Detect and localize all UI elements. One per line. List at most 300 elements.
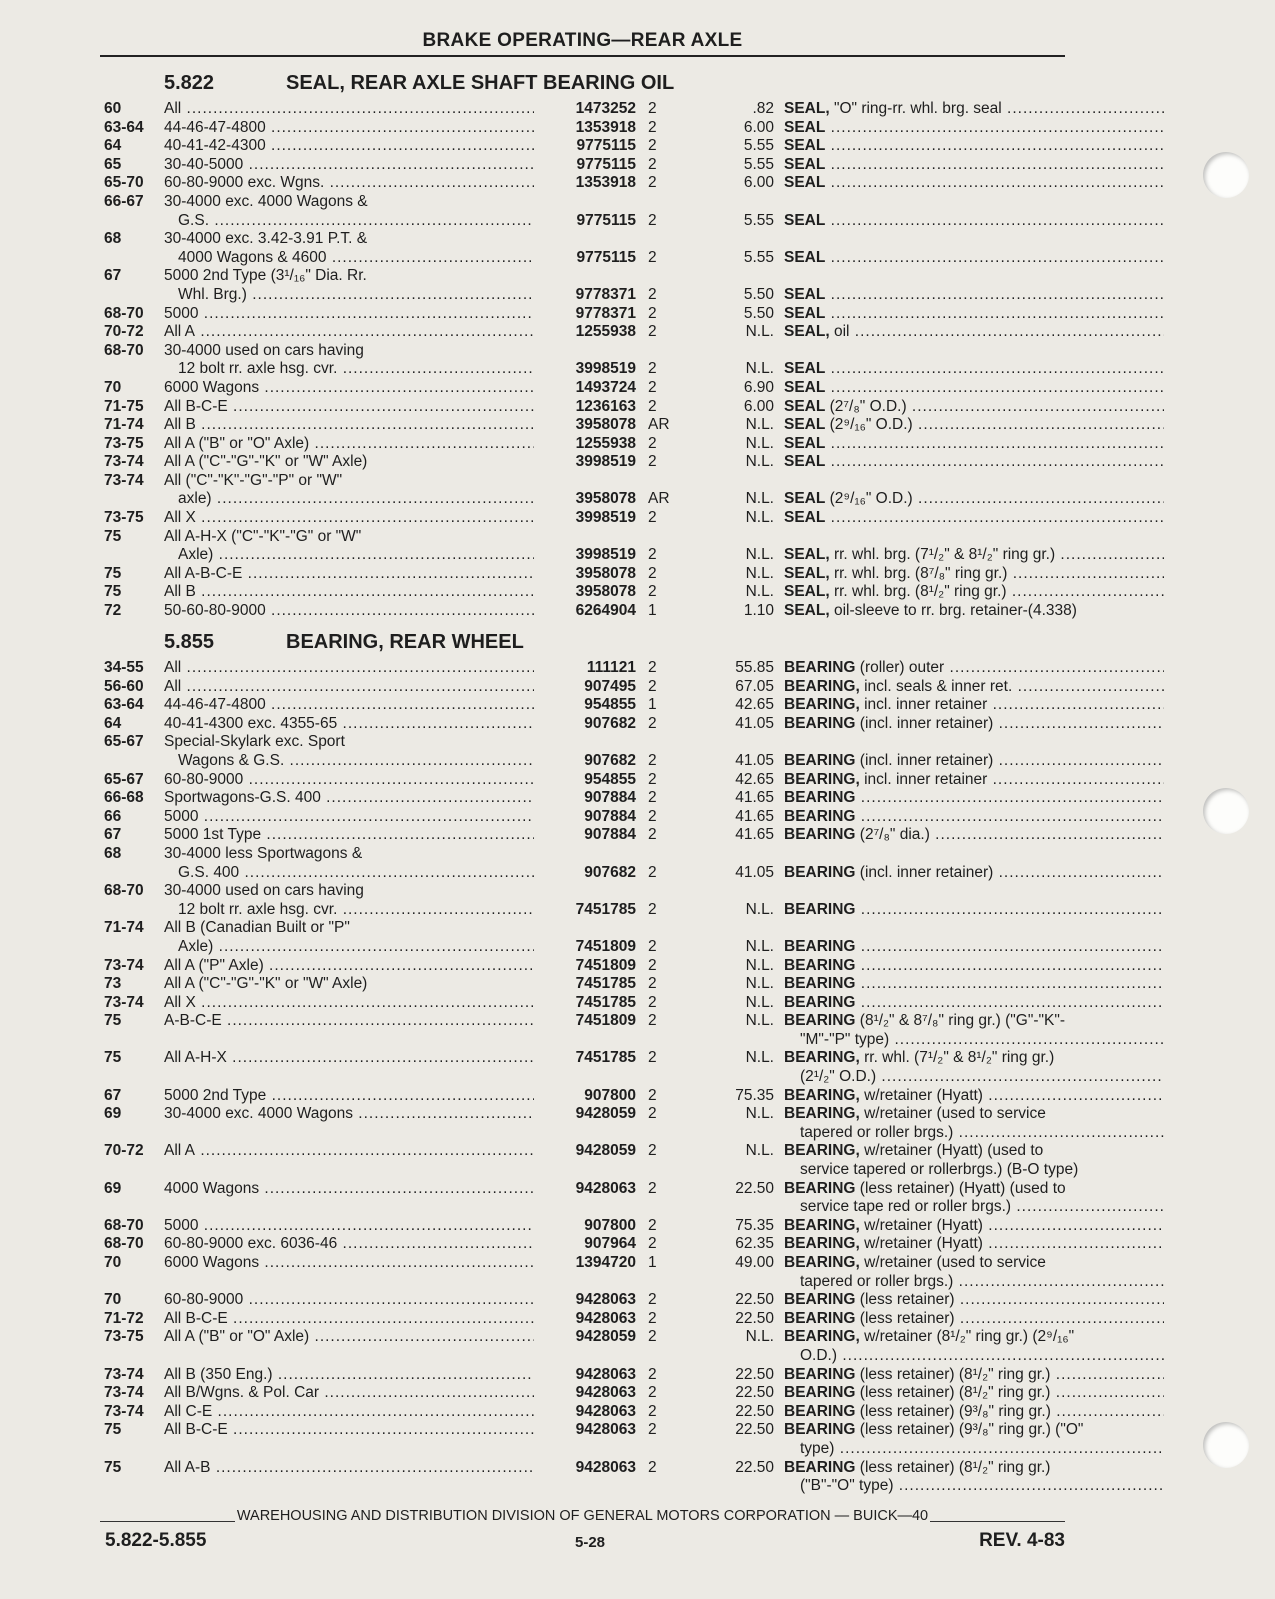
price: N.L. (745, 583, 774, 601)
table-row (100, 789, 1070, 808)
price: 75.35 (735, 1216, 774, 1234)
table-row (100, 957, 1070, 976)
part-description: BEARING, w/retainer (Hyatt) ..... (784, 1235, 1164, 1254)
group-range: 5.822-5.855 (105, 1530, 207, 1551)
quantity: 2 (648, 583, 657, 601)
model-year: 73-75 (104, 434, 144, 452)
part-description: SEAL (2⁹/₁₆" O.D.) ..... (784, 490, 1164, 509)
model-description: 60-80-9000 exc. 6036-46 ..... (164, 1235, 534, 1254)
price: 41.05 (735, 714, 774, 732)
table-row (100, 100, 1070, 119)
part-number: 9428059 (575, 1105, 636, 1123)
table-row (100, 1384, 1070, 1403)
quantity: 2 (648, 1402, 657, 1420)
model-description: 44-46-47-4800 ..... (164, 696, 534, 715)
table-row (100, 323, 1070, 342)
table-row (100, 1031, 1070, 1050)
part-description: BEARING, w/retainer (used to service (784, 1254, 1046, 1271)
table-row (100, 659, 1070, 678)
quantity: 2 (648, 1328, 657, 1346)
part-description: SEAL ..... (784, 212, 1164, 231)
header-rule (100, 55, 1065, 57)
table-row (100, 882, 1070, 901)
model-year: 70-72 (104, 1142, 144, 1160)
model-description: All B/Wgns. & Pol. Car ..... (164, 1384, 534, 1403)
table-row (100, 715, 1070, 734)
table-row (100, 1105, 1070, 1124)
table-row (100, 752, 1070, 771)
quantity: 2 (648, 304, 657, 322)
model-year: 65-67 (104, 733, 144, 751)
part-number: 3958078 (575, 583, 636, 601)
table-row (100, 305, 1070, 324)
table-row (100, 137, 1070, 156)
price: N.L. (745, 1142, 774, 1160)
table-row (100, 1291, 1070, 1310)
model-year: 68-70 (104, 882, 144, 900)
model-description: 12 bolt rr. axle hsg. cvr. ..... (178, 360, 534, 379)
model-description: 6000 Wagons ..... (164, 379, 534, 398)
price: N.L. (745, 1105, 774, 1123)
part-number: 3958078 (575, 490, 636, 508)
part-number: 1236163 (575, 397, 636, 415)
quantity: 2 (648, 1049, 657, 1067)
quantity: 2 (648, 1086, 657, 1104)
part-number: 1255938 (575, 434, 636, 452)
price: 67.05 (735, 677, 774, 695)
model-description: G.S. ..... (178, 212, 534, 231)
quantity: 2 (648, 546, 657, 564)
quantity: 2 (648, 1309, 657, 1327)
price: 5.55 (743, 211, 774, 229)
part-description: SEAL ..... (784, 453, 1164, 472)
part-number: 907800 (584, 1086, 636, 1104)
part-number: 907884 (584, 807, 636, 825)
model-description: 60-80-9000 exc. Wgns. ..... (164, 174, 534, 193)
part-number: 1473252 (575, 100, 636, 117)
model-year: 70 (104, 1254, 122, 1271)
part-number: 9775115 (576, 211, 636, 229)
part-number: 3998519 (575, 509, 636, 527)
model-description: All A-H-X ("C"-"K"-"G" or "W" (164, 527, 362, 545)
model-year: 68 (104, 230, 122, 248)
model-year: 63-64 (104, 118, 144, 136)
model-description: axle) ..... (178, 490, 534, 509)
part-description: SEAL, rr. whl. brg. (7¹/₂" & 8¹/₂" ring gr.) ..... (784, 546, 1164, 565)
quantity: 2 (648, 378, 657, 396)
model-description: All X ..... (164, 994, 534, 1013)
part-description: tapered or roller brgs.) ..... (800, 1273, 1164, 1292)
part-description: BEARING (less retainer) ..... (784, 1310, 1164, 1329)
table-row (100, 994, 1070, 1013)
table-row (100, 1459, 1070, 1478)
price: 6.00 (743, 174, 774, 192)
model-description: 5000 2nd Type ..... (164, 1087, 534, 1106)
table-row (100, 1012, 1070, 1031)
part-description: BEARING ..... (784, 901, 1164, 920)
part-description: SEAL ..... (784, 174, 1164, 193)
model-year: 75 (104, 583, 122, 601)
quantity: 1 (648, 602, 657, 620)
model-description: All B ..... (164, 583, 534, 602)
quantity: 2 (648, 807, 657, 825)
model-description: All B-C-E ..... (164, 1310, 534, 1329)
quantity: 2 (648, 360, 657, 378)
part-number: 9428063 (575, 1291, 636, 1309)
quantity: 2 (648, 397, 657, 415)
binder-hole (1203, 788, 1249, 834)
price: 41.05 (735, 863, 774, 881)
part-number: 907682 (584, 863, 636, 881)
table-row (100, 490, 1070, 509)
quantity: 2 (648, 770, 657, 788)
table-row (100, 1254, 1070, 1273)
part-number: 907884 (584, 826, 636, 844)
table-row (100, 230, 1070, 249)
table-row (100, 453, 1070, 472)
table-row (100, 864, 1070, 883)
table-row (100, 826, 1070, 845)
quantity: 2 (648, 434, 657, 452)
quantity: 2 (648, 285, 657, 303)
part-description: BEARING (less retainer) (8¹/₂" ring gr.) ..... (784, 1384, 1164, 1403)
part-number: 7451785 (575, 900, 636, 918)
price: 42.65 (735, 770, 774, 788)
model-description: 5000 ..... (164, 808, 534, 827)
part-description: BEARING (8¹/₂" & 8⁷/₈" ring gr.) ("G"-"K"- (784, 1012, 1066, 1030)
model-description: Axle) ..... (178, 546, 534, 565)
table-row (100, 808, 1070, 827)
model-year: 73-74 (104, 1402, 144, 1420)
table-row (100, 602, 1077, 621)
model-description: 40-41-42-4300 ..... (164, 137, 534, 156)
model-year: 75 (104, 527, 122, 545)
part-description: BEARING, w/retainer (Hyatt) ..... (784, 1217, 1164, 1236)
part-description: BEARING (incl. inner retainer) ..... (784, 752, 1164, 771)
price: .82 (752, 100, 774, 117)
part-number: 9778371 (575, 304, 636, 322)
part-number: 6264904 (575, 602, 636, 620)
quantity: 2 (648, 118, 657, 136)
quantity: 2 (648, 937, 657, 955)
model-description: 5000 1st Type ..... (164, 826, 534, 845)
price: 1.10 (743, 602, 774, 620)
table-row (100, 678, 1070, 697)
model-year: 73-74 (104, 1384, 144, 1402)
model-year: 66 (104, 807, 122, 825)
model-year: 75 (104, 1458, 122, 1476)
quantity: 2 (648, 1216, 657, 1234)
table-row (100, 267, 1070, 286)
quantity: 2 (648, 1235, 657, 1253)
table-row (100, 1310, 1070, 1329)
model-description: Special-Skylark exc. Sport (164, 733, 345, 751)
table-row (100, 565, 1070, 584)
price: 22.50 (735, 1458, 774, 1476)
section-title: BEARING, REAR WHEEL (286, 631, 524, 653)
model-description: 30-4000 used on cars having (164, 882, 364, 900)
quantity: 2 (648, 155, 657, 173)
part-number: 9778371 (575, 285, 636, 303)
quantity: AR (648, 490, 670, 508)
part-description: ("B"-"O" type) ..... (800, 1477, 1164, 1496)
table-row (100, 1142, 1070, 1161)
model-year: 69 (104, 1179, 122, 1197)
price: 55.85 (735, 659, 774, 676)
quantity: 2 (648, 1384, 657, 1402)
part-description: BEARING, incl. seals & inner ret. ..... (784, 678, 1164, 697)
part-description: SEAL ..... (784, 137, 1164, 156)
price: N.L. (745, 434, 774, 452)
price: 5.50 (743, 285, 774, 303)
page-number: 5-28 (574, 1534, 606, 1551)
quantity: 2 (648, 993, 657, 1011)
table-row (100, 901, 1070, 920)
model-description: 40-41-4300 exc. 4355-65 ..... (164, 715, 534, 734)
model-year: 65-67 (104, 770, 144, 788)
model-year: 73 (104, 975, 122, 993)
price: 22.50 (735, 1365, 774, 1383)
table-row (100, 1235, 1070, 1254)
model-description: All B-C-E ..... (164, 1421, 534, 1440)
table-row (100, 1217, 1070, 1236)
price: N.L. (745, 546, 774, 564)
model-year: 68-70 (104, 1235, 144, 1253)
model-description: All A-B-C-E ..... (164, 565, 534, 584)
table-row (100, 1068, 1070, 1087)
quantity: 2 (648, 677, 657, 695)
part-description: SEAL ..... (784, 379, 1164, 398)
price: N.L. (745, 975, 774, 993)
part-number: 7451785 (575, 975, 636, 993)
part-description: SEAL, oil-sleeve to rr. brg. retainer-(4.338) (784, 602, 1077, 620)
part-number: 3958078 (575, 416, 636, 434)
table-row (100, 435, 1070, 454)
quantity: 2 (648, 975, 657, 993)
part-number: 907964 (584, 1235, 636, 1253)
part-description: BEARING, w/retainer (8¹/₂" ring gr.) (2⁹/₁₆" (784, 1328, 1075, 1346)
model-year: 66-67 (104, 192, 144, 210)
model-description: All C-E ..... (164, 1403, 534, 1422)
model-year: 71-75 (104, 397, 144, 415)
part-number: 9428063 (575, 1384, 636, 1402)
table-row (100, 696, 1070, 715)
table-row (100, 1087, 1070, 1106)
model-description: All A ("C"-"G"-"K" or "W" Axle) (164, 975, 368, 993)
quantity: 2 (648, 1012, 657, 1030)
quantity: 2 (648, 956, 657, 974)
quantity: 2 (648, 1421, 657, 1439)
table-row (100, 1347, 1070, 1366)
part-number: 7451785 (575, 993, 636, 1011)
model-description: 12 bolt rr. axle hsg. cvr. ..... (178, 901, 534, 920)
part-number: 907495 (584, 677, 636, 695)
binder-hole (1203, 152, 1249, 198)
model-year: 67 (104, 267, 122, 285)
table-row (100, 975, 1070, 994)
quantity: 2 (648, 453, 657, 471)
part-description: BEARING ..... (784, 808, 1164, 827)
part-description: BEARING ..... (784, 994, 1164, 1013)
part-description: SEAL ..... (784, 156, 1164, 175)
price: N.L. (745, 416, 774, 434)
price: 5.55 (743, 137, 774, 155)
model-year: 68-70 (104, 1216, 144, 1234)
table-row (100, 193, 1070, 212)
part-description: BEARING ..... (784, 975, 1164, 994)
model-description: Axle) ..... (178, 938, 534, 957)
part-number: 9428063 (575, 1421, 636, 1439)
table-row (100, 286, 1070, 305)
model-year: 70-72 (104, 323, 144, 341)
model-year: 72 (104, 602, 122, 620)
footer-division: WAREHOUSING AND DISTRIBUTION DIVISION OF GENERAL MOTORS CORPORATION — BUICK—40 (236, 1508, 929, 1524)
part-description: BEARING, w/retainer (Hyatt) ..... (784, 1087, 1164, 1106)
part-description: service tape red or roller brgs.) ..... (800, 1198, 1164, 1217)
table-row (100, 379, 1070, 398)
table-row (100, 771, 1070, 790)
table-row (100, 938, 1070, 957)
part-description: BEARING ..... (784, 938, 1164, 957)
quantity: 2 (648, 211, 657, 229)
part-number: 9775115 (576, 155, 636, 173)
table-row (100, 1049, 1070, 1068)
price: 5.50 (743, 304, 774, 322)
price: 22.50 (735, 1291, 774, 1309)
part-number: 1394720 (575, 1254, 636, 1271)
part-description: SEAL, "O" ring-rr. whl. brg. seal ..... (784, 100, 1164, 119)
model-description: All B (350 Eng.) ..... (164, 1366, 534, 1385)
table-row (100, 583, 1070, 602)
model-description: All B-C-E ..... (164, 398, 534, 417)
part-description: SEAL ..... (784, 119, 1164, 138)
quantity: 2 (648, 100, 657, 117)
table-row (100, 1366, 1070, 1385)
part-description: SEAL ..... (784, 286, 1164, 305)
quantity: 1 (648, 696, 657, 714)
part-description: SEAL ..... (784, 435, 1164, 454)
quantity: 2 (648, 1105, 657, 1123)
model-year: 73-75 (104, 1328, 144, 1346)
model-description: G.S. 400 ..... (178, 864, 534, 883)
model-year: 75 (104, 1012, 122, 1030)
price: 6.90 (743, 378, 774, 396)
table-row (100, 1161, 1079, 1180)
quantity: 2 (648, 659, 657, 676)
part-description: BEARING (roller) outer ..... (784, 659, 1164, 678)
model-description: All A ("P" Axle) ..... (164, 957, 534, 976)
price: 5.55 (743, 155, 774, 173)
part-description: SEAL (2⁹/₁₆" O.D.) ..... (784, 416, 1164, 435)
model-year: 60 (104, 100, 122, 117)
binder-hole (1203, 1422, 1249, 1468)
table-row (100, 472, 1070, 491)
table-row (100, 1403, 1070, 1422)
part-number: 1255938 (575, 323, 636, 341)
table-row (100, 1180, 1070, 1199)
price: 6.00 (743, 118, 774, 136)
price: N.L. (745, 956, 774, 974)
quantity: 2 (648, 564, 657, 582)
part-number: 954855 (584, 696, 636, 714)
model-description: All ..... (164, 678, 534, 697)
model-year: 73-74 (104, 471, 144, 489)
table-row (100, 249, 1070, 268)
table-row (100, 733, 1070, 752)
quantity: AR (648, 416, 670, 434)
part-number: 907682 (584, 714, 636, 732)
part-description: SEAL, oil ..... (784, 323, 1164, 342)
table-row (100, 845, 1070, 864)
model-description: 50-60-80-9000 ..... (164, 602, 534, 621)
table-row (100, 416, 1070, 435)
table-row (100, 1198, 1070, 1217)
model-description: All B ..... (164, 416, 534, 435)
model-description: 4000 Wagons ..... (164, 1180, 534, 1199)
model-description: All ..... (164, 100, 534, 119)
part-description: BEARING, incl. inner retainer ..... (784, 771, 1164, 790)
quantity: 2 (648, 323, 657, 341)
model-year: 69 (104, 1105, 122, 1123)
part-description: SEAL ..... (784, 360, 1164, 379)
price: N.L. (745, 453, 774, 471)
model-year: 73-74 (104, 453, 144, 471)
model-description: 30-4000 exc. 3.42-3.91 P.T. & (164, 230, 368, 248)
model-description: All A ..... (164, 323, 534, 342)
model-year: 73-74 (104, 1365, 144, 1383)
model-description: 44-46-47-4800 ..... (164, 119, 534, 138)
model-description: All ("C"-"K"-"G"-"P" or "W" (164, 471, 343, 489)
part-number: 9775115 (576, 137, 636, 155)
table-row (100, 119, 1070, 138)
quantity: 2 (648, 174, 657, 192)
model-year: 70 (104, 378, 122, 396)
model-year: 34-55 (104, 659, 144, 676)
model-description: 30-4000 used on cars having (164, 341, 364, 359)
model-description: All B (Canadian Built or "P" (164, 919, 350, 937)
part-description: BEARING, rr. whl. (7¹/₂" & 8¹/₂" ring gr.) (784, 1049, 1055, 1067)
part-description: SEAL ..... (784, 509, 1164, 528)
price: N.L. (745, 564, 774, 582)
model-description: All A ("B" or "O" Axle) ..... (164, 435, 534, 454)
model-year: 75 (104, 1421, 122, 1439)
quantity: 2 (648, 863, 657, 881)
price: 22.50 (735, 1179, 774, 1197)
part-description: BEARING (less retainer) (8¹/₂" ring gr.) (784, 1458, 1051, 1476)
part-description: O.D.) ..... (800, 1347, 1164, 1366)
model-year: 68-70 (104, 341, 144, 359)
price: 49.00 (735, 1254, 774, 1271)
part-number: 7451809 (575, 1012, 636, 1030)
part-description: SEAL (2⁷/₈" O.D.) ..... (784, 398, 1164, 417)
price: 22.50 (735, 1309, 774, 1327)
price: N.L. (745, 1328, 774, 1346)
part-number: 907682 (584, 751, 636, 769)
page-title: BRAKE OPERATING—REAR AXLE (422, 30, 743, 51)
price: 62.35 (735, 1235, 774, 1253)
model-year: 64 (104, 714, 122, 732)
part-description: BEARING (less retainer) (9³/₈" ring gr.) ("O" (784, 1421, 1084, 1439)
price: 41.65 (735, 826, 774, 844)
model-description: 4000 Wagons & 4600 ..... (178, 249, 534, 268)
price: N.L. (745, 1049, 774, 1067)
model-year: 70 (104, 1291, 122, 1309)
parts-table (100, 100, 1077, 621)
part-number: 9428063 (575, 1179, 636, 1197)
part-description: BEARING (less retainer) (Hyatt) (used to (784, 1179, 1066, 1197)
quantity: 2 (648, 1458, 657, 1476)
price: 41.65 (735, 807, 774, 825)
